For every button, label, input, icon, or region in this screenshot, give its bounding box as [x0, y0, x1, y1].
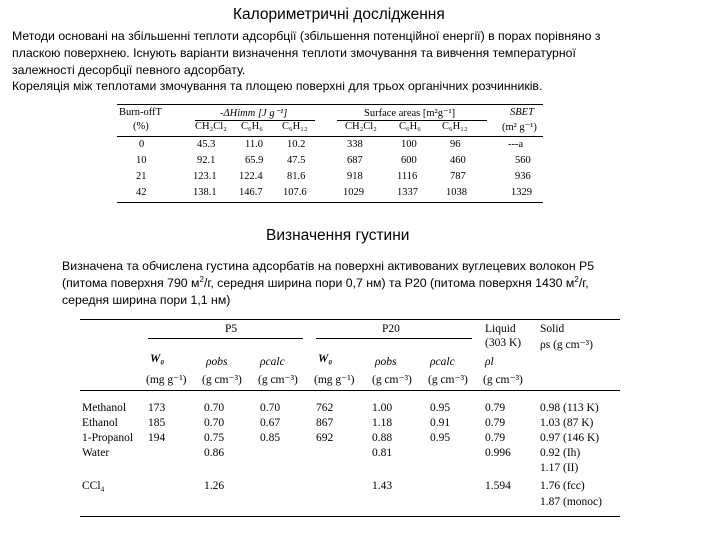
header-sbet: SBET [510, 107, 534, 118]
subheader-w0-p20: W₀ [318, 353, 333, 365]
group-liquid-temp: (303 K) [485, 337, 522, 349]
description-line: Кореляція між теплотами змочування та площею поверхні для трьох органічних розчинників. [12, 79, 543, 94]
table-cell: 65.9 [245, 155, 264, 166]
table-cell: 47.5 [287, 155, 306, 166]
subheader-unit: (g cm⁻³) [428, 374, 468, 386]
table-rule [117, 136, 543, 137]
description-line: середня ширина пори 1,1 нм) [62, 292, 231, 307]
table-cell: 1.594 [485, 480, 511, 492]
table-cell: 10.2 [287, 139, 306, 150]
header-heat-c6h6: C₆H₆ [241, 121, 263, 132]
table-cell: 100 [401, 139, 417, 150]
table-cell: 0.79 [485, 417, 506, 429]
table-cell: 1329 [511, 187, 532, 198]
subheader-robs-p5: ρobs [206, 356, 228, 368]
table-cell: 0.88 [372, 432, 393, 444]
table-cell: 600 [401, 155, 417, 166]
header-burnoff-unit: (%) [133, 121, 149, 132]
table-cell: 45.3 [197, 139, 216, 150]
description-line: залежності десорбції певного адсорбату. [12, 62, 246, 77]
table-cell: 1.00 [372, 402, 393, 414]
table-cell: 21 [136, 171, 147, 182]
table-cell: 194 [148, 432, 166, 444]
table-cell: 0.85 [260, 432, 281, 444]
row-name-ethanol: Ethanol [82, 417, 118, 429]
subheader-rcalc-p5: ρcalc [260, 356, 285, 368]
table-rule [117, 104, 543, 105]
table-cell: 0.70 [204, 402, 225, 414]
table-cell: 0 [139, 139, 145, 150]
table-cell: 692 [316, 432, 334, 444]
group-solid: Solid [540, 323, 565, 335]
table-cell: 687 [347, 155, 363, 166]
table-cell: 1029 [343, 187, 364, 198]
table-cell: 867 [316, 417, 334, 429]
table-cell: 0.91 [430, 417, 451, 429]
table-cell: 1116 [397, 171, 418, 182]
subheader-unit: (g cm⁻³) [372, 374, 412, 386]
header-sbet-unit: (m² g⁻¹) [502, 122, 537, 133]
subheader-unit: (g cm⁻³) [258, 374, 298, 386]
table-cell: 10 [136, 155, 147, 166]
section-title-density: Визначення густини [266, 227, 410, 244]
subheader-unit: (mg g⁻¹) [146, 374, 187, 386]
table-cell: 0.70 [260, 402, 281, 414]
table-cell: 918 [347, 171, 363, 182]
table-cell: 0.97 (146 K) [540, 432, 600, 444]
header-heat-group: -ΔHimm [J g⁻¹] [220, 108, 288, 119]
row-name-water: Water [82, 447, 110, 459]
table-cell: 0.95 [430, 402, 451, 414]
subheader-unit: (g cm⁻³) [202, 374, 242, 386]
table-rule [316, 338, 472, 339]
row-name-propanol: 1-Propanol [82, 432, 134, 444]
header-burnoff: Burn-offT [119, 107, 162, 118]
table-cell: 1337 [397, 187, 418, 198]
table-cell: 1.03 (87 K) [540, 417, 594, 429]
table-rule [80, 319, 620, 320]
table-rule [148, 338, 303, 339]
table-cell: 1.87 (monoc) [540, 496, 602, 508]
table-cell: 1.17 (II) [540, 462, 579, 474]
table-cell: 122.4 [239, 171, 263, 182]
header-area-ch2cl2: CH₂Cl₂ [345, 121, 377, 132]
adsorbate-density-table [80, 315, 620, 525]
description-line: пласкою поверхнею. Існують варіанти визначення теплоти змочування та вивчення температурної [12, 45, 576, 60]
description-line: Визначена та обчислена густина адсорбатів на поверхні активованих вуглецевих волокон P5 [62, 259, 595, 273]
table-cell: 107.6 [283, 187, 307, 198]
table-cell: 42 [136, 187, 147, 198]
table-cell: 338 [347, 139, 363, 150]
table-cell: ---a [508, 139, 524, 150]
group-p20: P20 [382, 323, 400, 335]
header-area-group: Surface areas [m²g⁻¹] [364, 108, 456, 119]
table-cell: 11.0 [245, 139, 263, 150]
table-cell: 787 [450, 171, 466, 182]
table-cell: 92.1 [197, 155, 216, 166]
density-description [62, 258, 594, 308]
table-rule [117, 202, 543, 203]
table-cell: 0.92 (Ih) [540, 447, 581, 459]
table-cell: 560 [515, 155, 531, 166]
subheader-rcalc-p20: ρcalc [430, 356, 455, 368]
table-cell: 0.95 [430, 432, 451, 444]
table-cell: 762 [316, 402, 334, 414]
table-cell: 0.70 [204, 417, 225, 429]
subheader-rl: ρl [485, 356, 494, 368]
table-cell: 0.79 [485, 402, 506, 414]
table-cell: 1.43 [372, 480, 393, 492]
table-cell: 0.996 [485, 447, 511, 459]
table-cell: 1038 [446, 187, 467, 198]
table-cell: 146.7 [239, 187, 263, 198]
group-solid-density: ρs (g cm⁻³) [540, 339, 593, 351]
header-area-c6h6: C₆H₆ [399, 121, 421, 132]
group-liquid: Liquid [485, 323, 516, 335]
table-cell: 1.76 (fcc) [540, 480, 585, 492]
subheader-w0-p5: W₀ [150, 353, 165, 365]
calorimetry-description [12, 28, 601, 95]
table-cell: 0.67 [260, 417, 281, 429]
table-cell: 173 [148, 402, 166, 414]
table-cell: 96 [450, 139, 461, 150]
table-cell: 185 [148, 417, 166, 429]
table-cell: 1.18 [372, 417, 393, 429]
table-cell: 123.1 [193, 171, 217, 182]
subheader-robs-p20: ρobs [375, 356, 397, 368]
table-cell: 0.98 (113 K) [540, 402, 599, 414]
row-name-ccl4: CCl₄ [82, 480, 105, 492]
table-cell: 936 [515, 171, 531, 182]
header-heat-c6h12: C₆H₁₂ [282, 121, 308, 132]
table-cell: 0.86 [204, 447, 225, 459]
table-cell: 1.26 [204, 480, 225, 492]
table-rule [80, 516, 620, 517]
header-heat-ch2cl2: CH₂Cl₂ [195, 121, 227, 132]
table-cell: 138.1 [193, 187, 217, 198]
header-area-c6h12: C₆H₁₂ [442, 121, 468, 132]
subheader-unit: (g cm⁻³) [483, 374, 523, 386]
group-p5: P5 [225, 323, 238, 335]
row-name-methanol: Methanol [82, 402, 127, 414]
table-cell: 0.79 [485, 432, 506, 444]
section-title-calorimetry: Калориметричні дослідження [233, 6, 445, 23]
heat-of-immersion-table [117, 104, 543, 203]
table-cell: 81.6 [287, 171, 306, 182]
table-cell: 0.81 [372, 447, 393, 459]
table-cell: 0.75 [204, 432, 225, 444]
subheader-unit: (mg g⁻¹) [314, 374, 355, 386]
description-line: Методи основані на збільшенні теплоти адсорбції (збільшення потенційної енергії) в порах порівняно з [12, 29, 601, 43]
description-line: (питома поверхня 790 $м^2/г$, середня ширина пори 0,7 нм) та P20 (питома поверхня 1430 $м^2/г$, [62, 274, 589, 290]
table-rule [80, 390, 620, 391]
table-cell: 460 [450, 155, 466, 166]
